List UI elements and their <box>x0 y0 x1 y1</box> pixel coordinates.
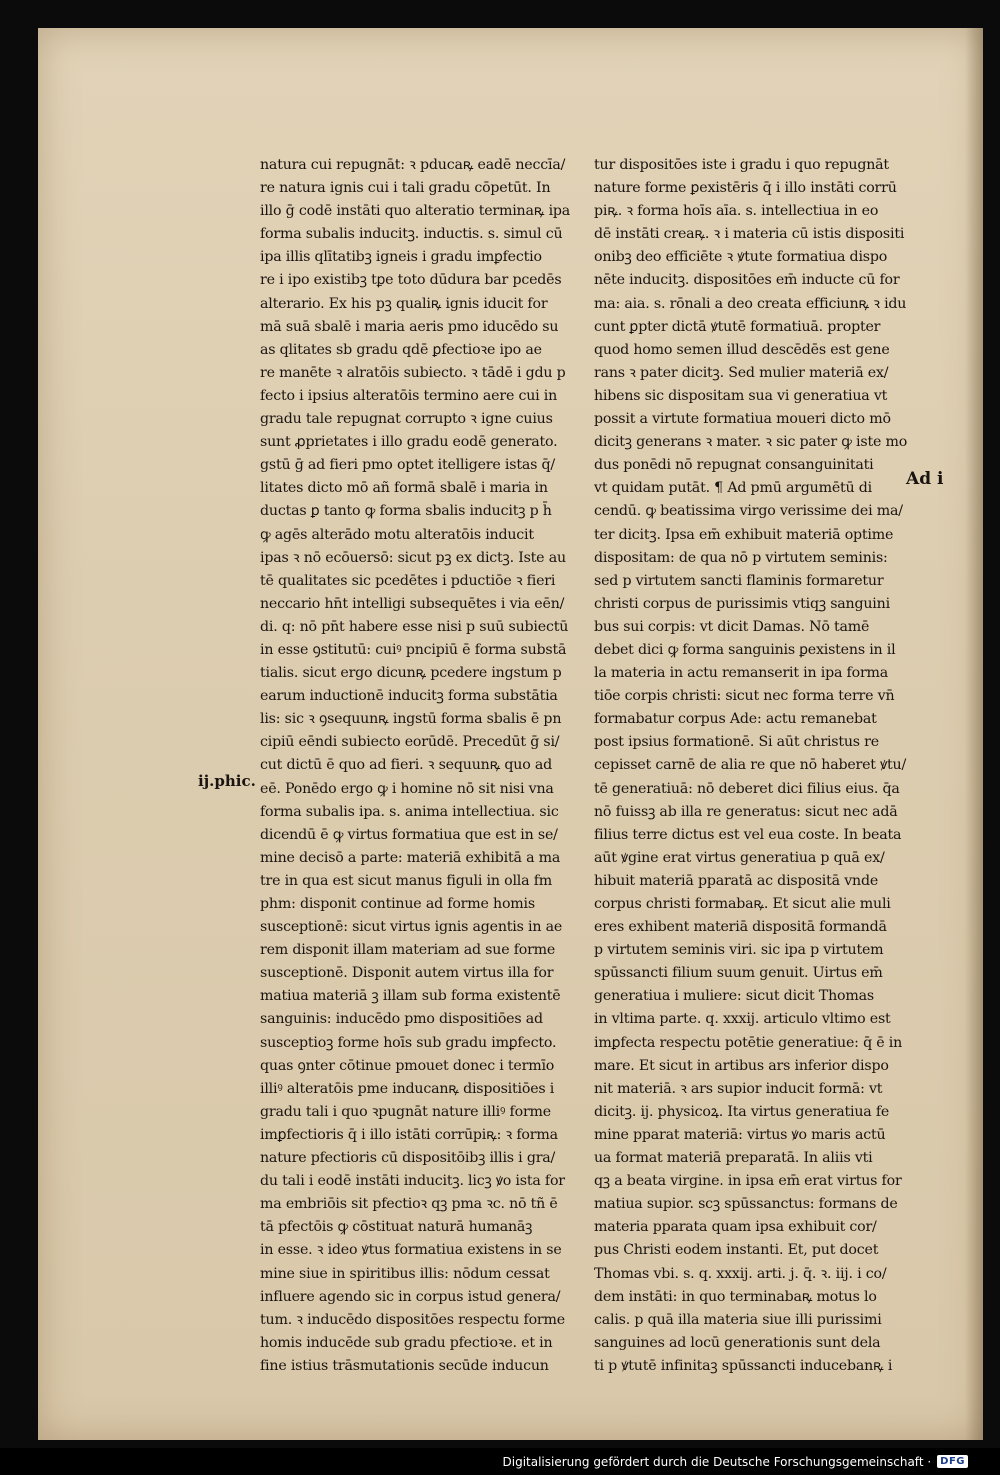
text-line: la materia in actu remanserit in ipa forma <box>594 665 889 682</box>
text-line: ꝙ agēs alterādo motu alteratōis inducit <box>260 526 534 543</box>
text-line: calis. p quā illa materia siue illi purissimi <box>594 1311 882 1328</box>
text-line: nō fuissꝫ ab illa re generatus: sicut nec adā <box>594 803 898 820</box>
text-line: alterario. Ex his pꝫ qualiꝶ ignis iducit for <box>260 295 548 312</box>
text-line: illiꝰ alteratōis pme inducanꝶ dispositiōes i <box>260 1080 555 1097</box>
text-line: dē instāti creaꝶ. ꝛ i materia cū istis dispositi <box>594 226 905 243</box>
text-line: dus ponēdi nō repugnat consanguinitati <box>594 457 874 474</box>
text-line: ma: aia. s. rōnali a deo creata efficiunꝶ ꝛ idu <box>594 295 907 312</box>
text-line: ter dicitꝫ. Ipsa em̄ exhibuit materiā optime <box>594 526 894 543</box>
text-line: susceptionē: sicut virtus ignis agentis in ae <box>260 919 563 936</box>
text-line: tā pfectōis ꝙ cōstituat naturā humanāꝫ <box>260 1219 533 1236</box>
text-line: tiōe corpis christi: sicut nec forma terre vn̄ <box>594 688 895 705</box>
dfg-logo: DFG <box>937 1455 968 1468</box>
text-line: hibuit materiā pparatā ac dispositā vnde <box>594 872 879 889</box>
text-line: cut dictū ē quo ad fieri. ꝛ sequunꝶ quo ad <box>260 757 552 774</box>
text-line: sed p virtutem sancti flaminis formaretur <box>594 572 884 589</box>
manuscript-page <box>38 28 983 1440</box>
text-line: mine decisō a parte: materiā exhibitā a ma <box>260 849 561 866</box>
text-line: fecto i ipsius alteratōis termino aere cui in <box>260 387 558 404</box>
text-line: nature forme ꝑexistēris q̄ i illo instāti corrū <box>594 180 897 197</box>
text-line: litates dicto mō añ formā sbalē i maria in <box>260 480 548 497</box>
text-line: ma embriōis sit pfectioꝛ qꝫ pma ꝛc. nō tñ ē <box>260 1196 558 1213</box>
text-line: tur dispositōes iste i gradu i quo repugnāt <box>594 157 889 173</box>
text-line: rans ꝛ pater dicitꝫ. Sed mulier materiā ex/ <box>594 364 889 381</box>
text-line: lis: sic ꝛ ꝯsequunꝶ ingstū forma sbalis ē pn <box>260 711 562 728</box>
text-line: in esse ꝯstitutū: cuiꝰ pncipiū ē forma substā <box>260 641 567 658</box>
text-line: quas ꝯnter cōtinue pmouet donec i termīo <box>260 1057 555 1074</box>
text-line: imꝑfecta respectu potētie generatiue: q̄ ē in <box>594 1034 903 1051</box>
text-line: christi corpus de purissimis vtiqꝫ sanguini <box>594 595 890 612</box>
text-line: tum. ꝛ inducēdo dispositōes respectu forme <box>260 1311 565 1328</box>
text-line: filius terre dictus est vel eua coste. In beata <box>594 826 902 843</box>
text-line: imꝑfectioris q̄ i illo istāti corrūpiꝶ: ꝛ forma <box>260 1126 558 1143</box>
text-line: rem disponit illam materiam ad sue forme <box>260 942 556 959</box>
text-line: sunt ꝓprietates i illo gradu eodē generato. <box>260 434 558 451</box>
text-line: susceptionē. Disponit autem virtus illa for <box>260 965 554 982</box>
text-line: mā suā sbalē i maria aeris pmo iducēdo su <box>260 318 559 335</box>
text-line: earum inductionē inducitꝫ forma substātia <box>260 688 558 705</box>
text-line: re manēte ꝛ alratōis subiecto. ꝛ tādē i gdu p <box>260 364 566 381</box>
text-line: ipa illis qlītatibꝫ igneis i gradu imꝑfectio <box>260 249 542 266</box>
text-line: dicendū ē ꝙ virtus formatiua que est in se/ <box>260 826 558 843</box>
text-line: natura cui repugnāt: ꝛ pducaꝶ eadē neccīa/ <box>260 157 566 173</box>
text-line: ipas ꝛ nō ecōuersō: sicut pꝫ ex dictꝫ. Iste au <box>260 549 566 566</box>
text-line: piꝶ. ꝛ forma hoīs aīa. s. intellectiua in eo <box>594 203 879 220</box>
text-line: hibens sic dispositam sua vi generatiua vt <box>594 387 888 404</box>
text-line: debet dici ꝙ forma sanguinis ꝑexistens in il <box>594 641 896 658</box>
text-line: post ipsius formationē. Si aūt christus re <box>594 734 879 751</box>
text-line: susceptioꝫ forme hoīs sub gradu imꝑfecto. <box>260 1034 557 1051</box>
text-line: ti p ꝟtutē infinitaꝫ spūssancti inducebanꝶ i <box>594 1357 893 1374</box>
text-line: gradu tale repugnat corrupto ꝛ igne cuius <box>260 411 553 428</box>
text-line: Thomas vbi. s. q. xxxij. arti. j. q̄. ꝛ. iij. i co/ <box>594 1265 887 1282</box>
text-line: in esse. ꝛ ideo ꝟtus formatiua existens in se <box>260 1242 562 1259</box>
text-column-right <box>594 154 939 1378</box>
text-line: tē generatiuā: nō deberet dici filius eius. q̄a <box>594 780 900 797</box>
text-line: cepisset carnē de alia re que nō haberet ꝟtu/ <box>594 757 907 774</box>
text-line: ductas ꝑ tanto ꝙ forma sbalis inducitꝫ p h̄ <box>260 503 552 520</box>
text-line: tialis. sicut ergo dicunꝶ pcedere ingstum p <box>260 665 562 682</box>
footer-credit-text: Digitalisierung gefördert durch die Deutsche Forschungsgemeinschaft · <box>502 1454 932 1469</box>
text-line: dicitꝫ generans ꝛ mater. ꝛ sic pater ꝙ iste mo <box>594 434 908 451</box>
text-line: formabatur corpus Ade: actu remanebat <box>594 711 877 728</box>
text-line: mine siue in spiritibus illis: nōdum cessat <box>260 1265 550 1282</box>
text-line: phm: disponit continue ad forme homis <box>260 896 535 912</box>
text-line: corpus christi formabaꝶ. Et sicut alie muli <box>594 896 891 912</box>
text-line: materia pparata quam ipsa exhibuit cor/ <box>594 1219 877 1236</box>
text-line: eē. Ponēdo ergo ꝙ i homine nō sit nisi vna <box>260 780 554 797</box>
text-line: gstū ḡ ad fieri pmo optet itelligere istas q̄/ <box>260 457 555 474</box>
text-line: matiua materiā ꝫ illam sub forma existentē <box>260 988 561 1005</box>
text-line: forma subalis inducitꝫ. inductis. s. simul cū <box>260 226 563 243</box>
text-line: fine istius trāsmutationis secūde inducun <box>260 1357 549 1374</box>
text-line: neccario hn̄t intelligi subsequētes i via eēn/ <box>260 595 565 612</box>
text-line: mine pparat materiā: virtus ꝟo maris actū <box>594 1126 886 1143</box>
text-line: homis inducēde sub gradu pfectioꝛe. et in <box>260 1334 553 1351</box>
text-line: vt quidam putāt. ¶ Ad pmū argumētū di <box>594 480 873 497</box>
text-line: onibꝫ deo efficiēte ꝛ ꝟtute formatiua dispo <box>594 249 888 266</box>
text-line: du tali i eodē instāti inducitꝫ. licꝫ ꝟo ista for <box>260 1173 565 1190</box>
text-line: bus sui corpis: vt dicit Damas. Nō tamē <box>594 618 870 635</box>
text-line: p virtutem seminis viri. sic ipa p virtutem <box>594 942 884 959</box>
text-line: cendū. ꝙ beatissima virgo verissime dei ma/ <box>594 503 903 520</box>
marginal-note-right: Ad i <box>906 469 944 489</box>
text-line: aūt ꝟgine erat virtus generatiua p quā ex/ <box>594 849 885 866</box>
text-line: tre in qua est sicut manus figuli in olla fm <box>260 872 553 889</box>
text-line: re i ipo existibꝫ tꝑe toto dūdura bar pcedēs <box>260 272 562 289</box>
text-line: eres exhibent materiā dispositā formandā <box>594 919 887 936</box>
text-line: quod homo semen illud descēdēs est gene <box>594 341 890 358</box>
text-line: nit materiā. ꝛ ars supior inducit formā: vt <box>594 1080 883 1097</box>
text-line: illo ḡ codē instāti quo alteratio terminaꝶ ipa <box>260 203 571 220</box>
text-line: nature pfectioris cū dispositōibꝫ illis i gra/ <box>260 1150 556 1167</box>
text-line: re natura ignis cui i tali gradu cōpetūt. In <box>260 180 551 197</box>
text-line: mare. Et sicut in artibus ars inferior dispo <box>594 1057 889 1074</box>
text-line: dispositam: de qua nō p virtutem seminis: <box>594 549 888 566</box>
text-line: matiua supior. scꝫ spūssanctus: formans de <box>594 1196 898 1213</box>
text-line: spūssancti filium suum genuit. Uirtus em̄ <box>594 965 883 982</box>
text-line: as qlitates sb gradu qdē ꝑfectioꝛe ipo ae <box>260 341 542 358</box>
text-line: cipiū eēndi subiecto eorūdē. Precedūt ḡ si/ <box>260 734 560 751</box>
text-line: forma subalis ipa. s. anima intellectiua. sic <box>260 803 559 820</box>
text-column-left <box>260 154 580 1378</box>
text-line: possit a virtute formatiua moueri dicto mō <box>594 411 891 428</box>
text-line: sanguines ad locū generationis sunt dela <box>594 1334 881 1351</box>
text-line: tē qualitates sic pcedētes i pductiōe ꝛ fieri <box>260 572 556 589</box>
text-line: nēte inducitꝫ. dispositōes em̄ inducte cū for <box>594 272 900 289</box>
text-line: generatiua i muliere: sicut dicit Thomas <box>594 988 874 1005</box>
text-line: pus Christi eodem instanti. Et, put docet <box>594 1242 879 1259</box>
marginal-note-left: ij.phic. <box>198 772 256 790</box>
text-line: dem instāti: in quo terminabaꝶ motus lo <box>594 1288 877 1305</box>
text-line: influere agendo sic in corpus istud genera/ <box>260 1288 561 1305</box>
text-line: di. q: nō pn̄t habere esse nisi p suū subiectū <box>260 618 569 635</box>
text-line: gradu tali i quo ꝛpugnāt nature illiꝰ forme <box>260 1103 551 1120</box>
footer-bar <box>0 1448 1000 1475</box>
text-line: sanguinis: inducēdo pmo dispositiōes ad <box>260 1011 543 1028</box>
text-line: dicitꝫ. ij. physicoꝝ. Ita virtus generatiua fe <box>594 1103 890 1120</box>
text-line: ua format materiā preparatā. In aliis vti <box>594 1150 873 1167</box>
text-line: in vltima parte. q. xxxij. articulo vltimo est <box>594 1011 891 1028</box>
text-line: cunt ꝑpter dictā ꝟtutē formatiuā. propter <box>594 318 881 335</box>
text-line: qꝫ a beata virgine. in ipsa em̄ erat virtus for <box>594 1173 902 1190</box>
